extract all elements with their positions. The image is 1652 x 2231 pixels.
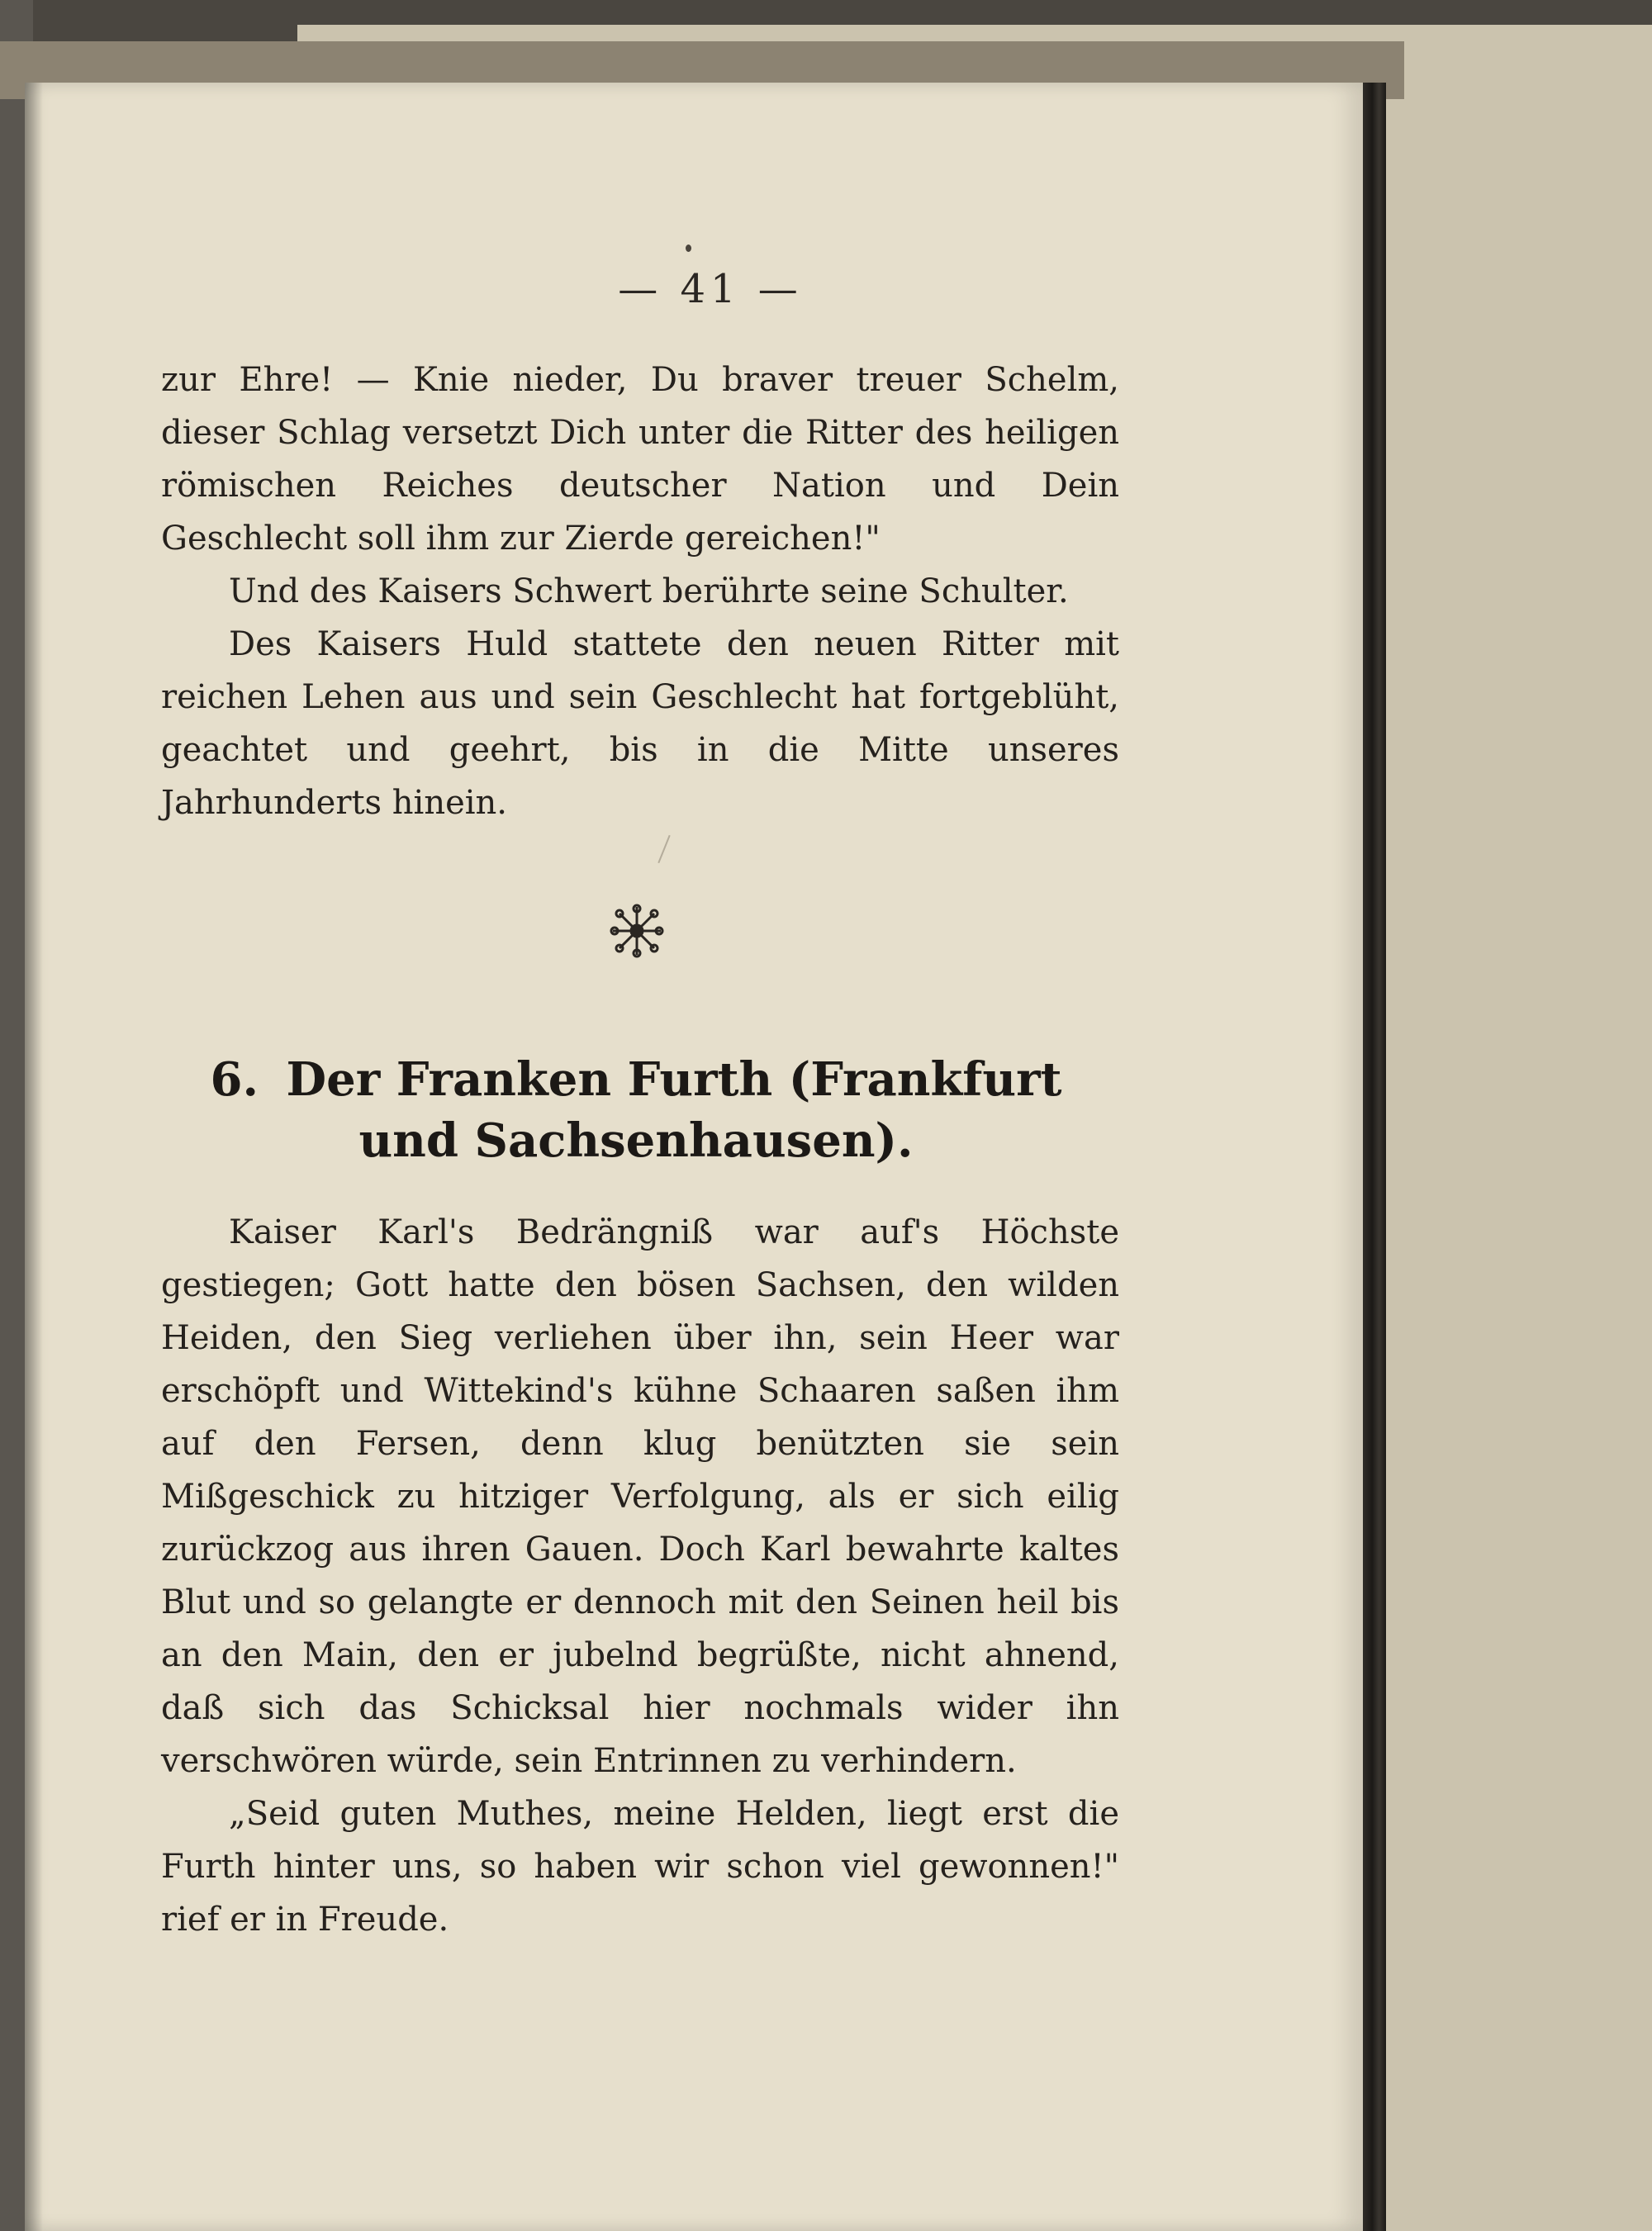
paragraph: Kaiser Karl's Bedrängniß war auf's Höchste gestiegen; Gott hatte den bösen Sachsen, den wilden Heiden, den Sieg verliehen über ihn, sein Heer war erschöpft und Wittekind's kühne Schaaren saßen ihm auf den Fersen, denn klug benützten sie sein Mißgeschick zu hitziger Verfolgung, als er sich eilig zurückzog aus ihren Gauen. Doch Karl bewahrte kaltes Blut und so gelangte er dennoch mit den Seinen heil bis an den Main, den er jubelnd begrüßte, nicht ahnend, daß sich das Schicksal hier nochmals wider ihn verschwören würde, sein Entrinnen zu verhindern. [161, 1213, 1119, 1780]
ink-dot [686, 244, 691, 252]
text-block-bottom [161, 1206, 1119, 1946]
paragraph: „Seid guten Muthes, meine Helden, liegt erst die Furth hinter uns, so haben wir schon viel gewonnen!" rief er in Freude. [161, 1795, 1119, 1939]
chapter-number: 6. [210, 1052, 259, 1107]
page-stack-edge [1363, 83, 1386, 2231]
text-block-top [161, 354, 1119, 829]
chapter-title: Der Franken Furth (Frankfurt und Sachsenhausen). [286, 1052, 1062, 1168]
paragraph: Und des Kaisers Schwert berührte seine Schulter. [229, 572, 1069, 610]
floral-ornament-icon [608, 902, 666, 960]
chapter-heading [165, 1049, 1107, 1171]
paragraph: Des Kaisers Huld stattete den neuen Ritter mit reichen Lehen aus und sein Geschlecht hat fortgeblüht, geachtet und geehrt, bis in die Mitte unseres Jahrhunderts hinein. [161, 625, 1119, 822]
page-number: — 41 — [618, 266, 803, 312]
paragraph: zur Ehre! — Knie nieder, Du braver treuer Schelm, dieser Schlag versetzt Dich unter die Ritter des heiligen römischen Reiches deutscher Nation und Dein Geschlecht soll ihm zur Zierde gereichen!" [161, 361, 1119, 558]
gutter-shadow [25, 83, 43, 2231]
